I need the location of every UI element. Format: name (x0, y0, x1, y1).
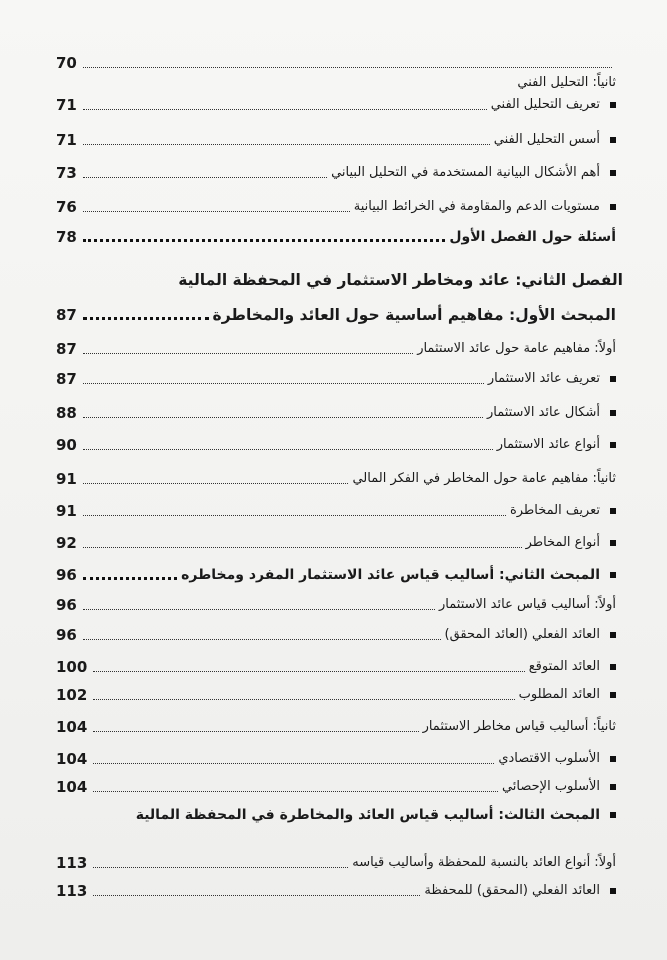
toc-entry (56, 772, 616, 796)
page-number: 73 (56, 164, 77, 182)
page-number: 90 (56, 436, 77, 454)
dot-leader (93, 867, 348, 868)
dot-leader (83, 577, 177, 580)
bullet-icon (610, 102, 616, 108)
entry-title: أهم الأشكال البيانية المستخدمة في التحليل البياني (331, 165, 600, 180)
entry-title: أسئلة حول الفصل الأول (449, 229, 616, 245)
dot-leader (83, 383, 484, 384)
bullet-icon (610, 204, 616, 210)
dot-leader (93, 895, 420, 896)
bullet-icon (610, 812, 616, 818)
toc-entry (56, 528, 616, 552)
dot-leader (83, 483, 349, 484)
page-number: 96 (56, 626, 77, 644)
page-number: 104 (56, 718, 88, 736)
toc-entry (56, 430, 616, 454)
entry-title: أسس التحليل الفني (493, 132, 600, 147)
entry-title: العائد المطلوب (518, 687, 600, 702)
dot-leader (83, 547, 522, 548)
page-number: 88 (56, 404, 77, 422)
toc-entry (56, 192, 616, 216)
toc-entry (56, 652, 616, 676)
page-number: 104 (56, 750, 88, 768)
entry-title: أنواع عائد الاستثمار (496, 437, 600, 452)
toc-entry (56, 364, 616, 388)
bullet-icon (610, 170, 616, 176)
dot-leader (83, 177, 327, 178)
toc-entry (56, 464, 616, 488)
toc-entry-questions (56, 222, 616, 246)
entry-title: تعريف المخاطرة (509, 503, 600, 518)
toc-entry-section (56, 68, 616, 92)
dot-leader (93, 791, 498, 792)
entry-title: أولاً: أساليب قياس عائد الاستثمار (439, 597, 616, 612)
bullet-icon (610, 756, 616, 762)
page-number: 102 (56, 686, 88, 704)
toc-entry (56, 590, 616, 614)
page-number: 87 (56, 340, 77, 358)
page-number: 96 (56, 596, 77, 614)
entry-title: ثانياً: أساليب قياس مخاطر الاستثمار (422, 719, 616, 734)
entry-title: أولاً: مفاهيم عامة حول عائد الاستثمار (417, 341, 616, 356)
dot-leader (93, 763, 494, 764)
dot-leader (83, 353, 413, 354)
bullet-icon (610, 540, 616, 546)
page-number: 71 (56, 131, 77, 149)
entry-title: تعريف التحليل الفني (490, 97, 600, 112)
entry-title: ثانياً: التحليل الفني (517, 75, 616, 90)
chapter-heading: الفصل الثاني: عائد ومخاطر الاستثمار في المحفظة المالية (178, 271, 623, 289)
page-number: 104 (56, 778, 88, 796)
bullet-icon (610, 632, 616, 638)
page-number: 70 (56, 54, 77, 72)
toc-entry (56, 848, 616, 872)
toc-entry (56, 398, 616, 422)
dot-leader (83, 239, 446, 242)
entry-title: الأسلوب الاقتصادي (498, 751, 600, 766)
toc-entry (56, 334, 616, 358)
bullet-icon (610, 508, 616, 514)
entry-title: العائد الفعلي (العائد المحقق) (444, 627, 600, 642)
entry-title: الأسلوب الإحصائي (501, 779, 600, 794)
dot-leader (83, 609, 435, 610)
bullet-icon (610, 376, 616, 382)
entry-title: أولاً: أنواع العائد بالنسبة للمحفظة وأساليب قياسه (352, 855, 616, 870)
entry-title: المبحث الثاني: أساليب قياس عائد الاستثمار المفرد ومخاطره (181, 567, 600, 583)
dot-leader (93, 731, 418, 732)
entry-title: أشكال عائد الاستثمار (486, 405, 600, 420)
entry-title: أنواع المخاطر (525, 535, 600, 550)
page-number: 71 (56, 96, 77, 114)
bullet-icon (610, 572, 616, 578)
toc-entry (56, 496, 616, 520)
entry-title: تعريف عائد الاستثمار (487, 371, 600, 386)
toc-entry-mabhath (56, 560, 616, 584)
page-number: 92 (56, 534, 77, 552)
dot-leader (83, 109, 487, 110)
bullet-icon (610, 137, 616, 143)
dot-leader (83, 317, 209, 320)
bullet-icon (610, 664, 616, 670)
dot-leader (93, 671, 524, 672)
dot-leader (83, 211, 350, 212)
toc-entry (56, 90, 616, 114)
entry-title: المبحث الثالث: أساليب قياس العائد والمخاطرة في المحفظة المالية (135, 807, 600, 823)
dot-leader (83, 144, 490, 145)
dot-leader (83, 639, 441, 640)
page-number: 87 (56, 370, 77, 388)
toc-entry (56, 620, 616, 644)
dot-leader (83, 417, 483, 418)
page-number: 91 (56, 502, 77, 520)
toc-entry (56, 158, 616, 182)
bullet-icon (610, 442, 616, 448)
entry-title: المبحث الأول: مفاهيم أساسية حول العائد والمخاطرة (212, 306, 616, 324)
toc-entry (56, 876, 616, 900)
toc-entry-mabhath (56, 800, 616, 824)
page-number: 100 (56, 658, 88, 676)
bullet-icon (610, 784, 616, 790)
entry-title: ثانياً: مفاهيم عامة حول المخاطر في الفكر المالي (352, 471, 616, 486)
toc-entry (56, 680, 616, 704)
bullet-icon (610, 410, 616, 416)
entry-title: العائد الفعلي (المحقق) للمحفظة (424, 883, 600, 898)
page-number: 87 (56, 306, 77, 324)
bullet-icon (610, 692, 616, 698)
page-number: 113 (56, 882, 88, 900)
bullet-icon (610, 888, 616, 894)
toc-entry (56, 125, 616, 149)
entry-title: مستويات الدعم والمقاومة في الخرائط البيانية (353, 199, 600, 214)
toc-entry-mabhath (56, 300, 616, 324)
toc-entry (56, 712, 616, 736)
page-number: 96 (56, 566, 77, 584)
entry-title: العائد المتوقع (528, 659, 600, 674)
page-number: 78 (56, 228, 77, 246)
page-number: 91 (56, 470, 77, 488)
toc-entry (56, 744, 616, 768)
page-number: 113 (56, 854, 88, 872)
page-number: 76 (56, 198, 77, 216)
dot-leader (93, 699, 514, 700)
dot-leader (83, 449, 493, 450)
dot-leader (83, 515, 506, 516)
